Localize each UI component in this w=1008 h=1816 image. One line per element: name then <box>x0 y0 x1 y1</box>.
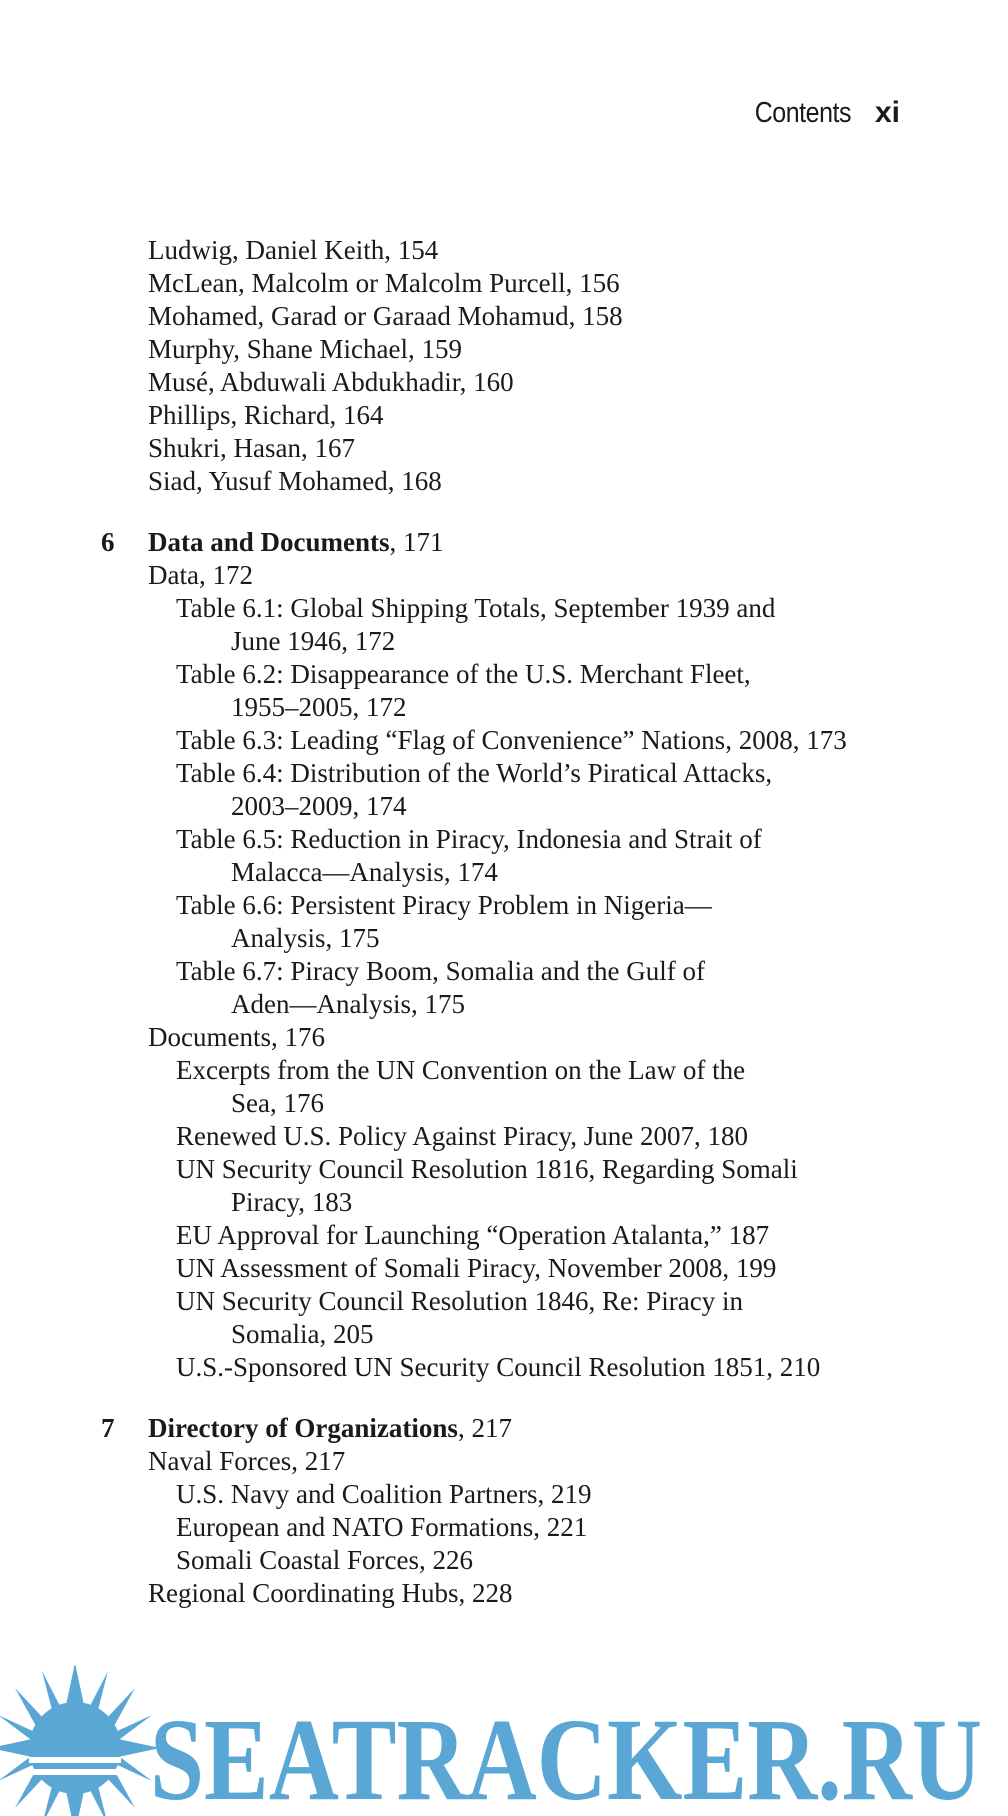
section-data[interactable]: Data, 172 <box>148 560 253 590</box>
toc-entry[interactable]: Table 6.7: Piracy Boom, Somalia and the Gulf of <box>176 956 706 986</box>
sun-logo-icon <box>0 1665 160 1816</box>
running-header <box>739 96 900 130</box>
toc-entry-continued[interactable]: June 1946, 172 <box>231 626 396 656</box>
chapter-6-page: , 171 <box>389 527 444 557</box>
chapter-6-number: 6 <box>101 527 115 557</box>
toc-entry[interactable]: Somali Coastal Forces, 226 <box>176 1545 473 1575</box>
toc-entry[interactable]: U.S.-Sponsored UN Security Council Resolution 1851, 210 <box>176 1352 821 1382</box>
toc-entry[interactable]: Table 6.1: Global Shipping Totals, September 1939 and <box>176 593 776 623</box>
toc-entry[interactable]: UN Assessment of Somali Piracy, November 2008, 199 <box>176 1253 777 1283</box>
toc-entry[interactable]: European and NATO Formations, 221 <box>176 1512 588 1542</box>
chapter-7-page: , 217 <box>457 1413 512 1443</box>
toc-entry[interactable]: Table 6.5: Reduction in Piracy, Indonesia and Strait of <box>176 824 762 854</box>
toc-entry-continued[interactable]: 2003–2009, 174 <box>231 791 407 821</box>
toc-entry[interactable]: Ludwig, Daniel Keith, 154 <box>148 235 439 265</box>
toc-entry[interactable]: UN Security Council Resolution 1816, Regarding Somali <box>176 1154 798 1184</box>
toc-entry[interactable]: Siad, Yusuf Mohamed, 168 <box>148 466 442 496</box>
toc-entry[interactable]: Renewed U.S. Policy Against Piracy, June 2007, 180 <box>176 1121 748 1151</box>
header-title: Contents <box>754 97 851 129</box>
toc-entry-continued[interactable]: Sea, 176 <box>231 1088 324 1118</box>
toc-entry[interactable]: UN Security Council Resolution 1846, Re: Piracy in <box>176 1286 743 1316</box>
toc-entry-continued[interactable]: Malacca—Analysis, 174 <box>231 857 498 887</box>
toc-entry[interactable]: Excerpts from the UN Convention on the Law of the <box>176 1055 746 1085</box>
toc-entry[interactable]: Shukri, Hasan, 167 <box>148 433 355 463</box>
header-page-number: xi <box>874 96 900 129</box>
chapter-6-heading[interactable] <box>148 526 444 559</box>
chapter-7-number: 7 <box>101 1413 115 1443</box>
toc-entry[interactable]: Table 6.3: Leading “Flag of Convenience” Nations, 2008, 173 <box>176 725 847 755</box>
toc-entry[interactable]: Musé, Abduwali Abdukhadir, 160 <box>148 367 514 397</box>
toc-entry[interactable]: EU Approval for Launching “Operation Atalanta,” 187 <box>176 1220 770 1250</box>
toc-entry[interactable]: Table 6.6: Persistent Piracy Problem in Nigeria— <box>176 890 712 920</box>
chapter-7-heading[interactable] <box>148 1412 512 1445</box>
toc-entry-continued[interactable]: 1955–2005, 172 <box>231 692 407 722</box>
section-regional-hubs[interactable]: Regional Coordinating Hubs, 228 <box>148 1578 513 1608</box>
section-documents[interactable]: Documents, 176 <box>148 1022 325 1052</box>
toc-entry[interactable]: Table 6.4: Distribution of the World’s Piratical Attacks, <box>176 758 773 788</box>
toc-entry-continued[interactable]: Aden—Analysis, 175 <box>231 989 465 1019</box>
toc-entry[interactable]: McLean, Malcolm or Malcolm Purcell, 156 <box>148 268 620 298</box>
section-naval-forces[interactable]: Naval Forces, 217 <box>148 1446 346 1476</box>
chapter-6-title: Data and Documents <box>148 527 390 557</box>
toc-entry-continued[interactable]: Somalia, 205 <box>231 1319 374 1349</box>
toc-entry[interactable]: Mohamed, Garad or Garaad Mohamud, 158 <box>148 301 623 331</box>
toc-entry-continued[interactable]: Analysis, 175 <box>231 923 380 953</box>
toc-entry[interactable]: Murphy, Shane Michael, 159 <box>148 334 462 364</box>
toc-entry[interactable]: Phillips, Richard, 164 <box>148 400 384 430</box>
toc-entry[interactable]: Table 6.2: Disappearance of the U.S. Merchant Fleet, <box>176 659 751 689</box>
chapter-7-title: Directory of Organizations <box>148 1413 458 1443</box>
watermark-text: SEATRACKER.RU <box>150 1694 982 1816</box>
toc-entry-continued[interactable]: Piracy, 183 <box>231 1187 353 1217</box>
watermark <box>0 1665 1008 1816</box>
toc-entry[interactable]: U.S. Navy and Coalition Partners, 219 <box>176 1479 592 1509</box>
